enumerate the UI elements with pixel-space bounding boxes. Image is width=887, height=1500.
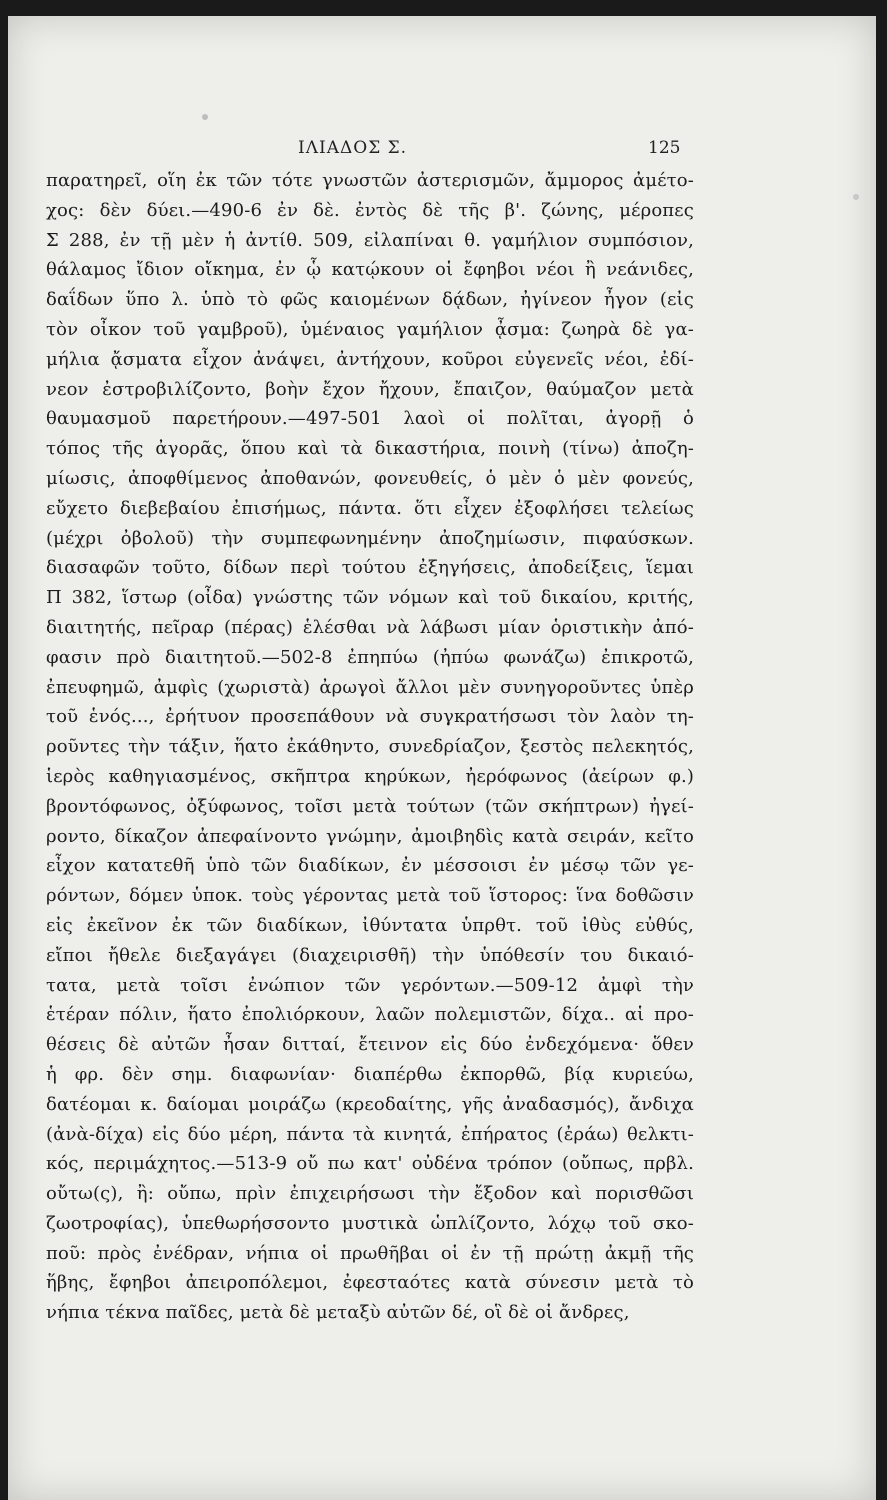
text-line: ἑτέραν πόλιν, ἥατο ἐπολιόρκουν, λαῶν πολεμιστῶν, δίχα.. αἱ προ- — [46, 1004, 694, 1026]
text-line: μήλια ᾄσματα εἶχον ἀνάψει, ἀντήχουν, κοῦροι εὐγενεῖς νέοι, ἐδί- — [46, 348, 694, 370]
text-line: δαΐδων ὕπο λ. ὑπὸ τὸ φῶς καιομένων δᾴδων, ἠγίνεον ἦγον (εἰς — [46, 289, 694, 311]
text-line: τόπος τῆς ἀγορᾶς, ὅπου καὶ τὰ δικαστήρια, ποινὴ (τίνω) ἀποζη- — [46, 438, 694, 460]
commentary-text — [46, 166, 694, 1328]
text-line: Σ 288, ἐν τῇ μὲν ἡ ἀντίθ. 509, εἰλαπίναι θ. γαμήλιον συμπόσιον, — [46, 229, 694, 251]
page-number: 125 — [648, 138, 681, 158]
text-line: φασιν πρὸ διαιτητοῦ.—502-8 ἐπηπύω (ἠπύω φωνάζω) ἐπικροτῶ, — [46, 646, 694, 668]
text-line: θαυμασμοῦ παρετήρουν.—497-501 λαοὶ οἱ πολῖται, ἀγορῇ ὁ — [46, 408, 694, 430]
text-line: θάλαμος ἴδιον οἴκημα, ἐν ᾧ κατῴκουν οἱ ἔφηβοι νέοι ἢ νεάνιδες, — [46, 259, 694, 281]
text-line: τὸν οἶκον τοῦ γαμβροῦ), ὑμέναιος γαμήλιον ᾆσμα: ζωηρὰ δὲ γα- — [46, 318, 694, 340]
text-line: ἐπευφημῶ, ἀμφὶς (χωριστὰ) ἀρωγοὶ ἄλλοι μὲν συνηγοροῦντες ὑπὲρ — [46, 676, 694, 698]
text-line: δατέομαι κ. δαίομαι μοιράζω (κρεοδαίτης, γῆς ἀναδασμός), ἄνδιχα — [46, 1093, 694, 1115]
text-line: ροῦντες τὴν τάξιν, ἥατο ἐκάθηντο, συνεδρίαζον, ξεστὸς πελεκητός, — [46, 736, 694, 758]
text-line: νήπια τέκνα παῖδες, μετὰ δὲ μεταξὺ αὐτῶν δέ, οἳ δὲ οἱ ἄνδρες, — [46, 1302, 630, 1324]
text-line: (ἀνὰ-δίχα) εἰς δύο μέρη, πάντα τὰ κινητά, ἐπήρατος (ἐράω) θελκτι- — [46, 1123, 694, 1145]
paper-speck — [202, 114, 208, 120]
text-line: (μέχρι ὀβολοῦ) τὴν συμπεφωνημένην ἀποζημίωσιν, πιφαύσκων. — [46, 527, 694, 549]
text-line: ρόντων, δόμεν ὑποκ. τοὺς γέροντας μετὰ τοῦ ἵστορος: ἵνα δοθῶσιν — [46, 885, 694, 907]
text-line: οὔτω(ς), ἢ: οὔπω, πρὶν ἐπιχειρήσωσι τὴν ἔξοδον καὶ πορισθῶσι — [46, 1183, 694, 1205]
text-line: θέσεις δὲ αὐτῶν ἦσαν διτταί, ἔτεινον εἰς δύο ἐνδεχόμενα· ὅθεν — [46, 1034, 694, 1056]
text-line: ἡ φρ. δὲν σημ. διαφωνίαν· διαπέρθω ἐκπορθῶ, βίᾳ κυριεύω, — [46, 1063, 694, 1085]
text-line: ἥβης, ἔφηβοι ἀπειροπόλεμοι, ἐφεσταότες κατὰ σύνεσιν μετὰ τὸ — [46, 1272, 694, 1294]
text-line: ζωοτροφίας), ὑπεθωρήσσοντο μυστικὰ ὡπλίζοντο, λόχῳ τοῦ σκο- — [46, 1212, 694, 1234]
text-line: χος: δὲν δύει.—490-6 ἐν δὲ. ἐντὸς δὲ τῆς β'. ζώνης, μέροπες — [46, 199, 694, 221]
text-line: εἰς ἐκεῖνον ἐκ τῶν διαδίκων, ἰθύντατα ὑπρθτ. τοῦ ἰθὺς εὐθύς, — [46, 914, 694, 936]
text-line: ποῦ: πρὸς ἐνέδραν, νήπια οἱ πρωθῆβαι οἱ ἐν τῇ πρώτῃ ἀκμῇ τῆς — [46, 1242, 694, 1264]
text-line: κός, περιμάχητος.—513-9 οὔ πω κατ' οὐδένα τρόπον (οὔπως, πρβλ. — [46, 1153, 694, 1175]
text-line: διαιτητής, πεῖραρ (πέρας) ἑλέσθαι νὰ λάβωσι μίαν ὁριστικὴν ἀπό- — [46, 616, 694, 638]
text-line: εὔχετο διεβεβαίου ἐπισήμως, πάντα. ὅτι εἶχεν ἐξοφλήσει τελείως — [46, 497, 694, 519]
text-line: τατα, μετὰ τοῖσι ἐνώπιον τῶν γερόντων.—509-12 ἀμφὶ τὴν — [46, 974, 694, 996]
text-line: τοῦ ἑνός..., ἐρήτυον προσεπάθουν νὰ συγκρατήσωσι τὸν λαὸν τη- — [46, 706, 694, 728]
text-line: ἱερὸς καθηγιασμένος, σκῆπτρα κηρύκων, ἠερόφωνος (ἀείρων φ.) — [46, 765, 694, 787]
text-line: βροντόφωνος, ὀξύφωνος, τοῖσι μετὰ τούτων (τῶν σκήπτρων) ἠγεί- — [46, 795, 694, 817]
book-page — [8, 16, 876, 1500]
text-line: διασαφῶν τοῦτο, δίδων περὶ τούτου ἐξηγήσεις, ἀποδείξεις, ἵεμαι — [46, 557, 694, 579]
text-line: νεον ἐστροβιλίζοντο, βοὴν ἔχον ἤχουν, ἔπαιζον, θαύμαζον μετὰ — [46, 378, 694, 400]
paper-speck — [853, 194, 859, 200]
text-line: παρατηρεῖ, οἵη ἐκ τῶν τότε γνωστῶν ἀστερισμῶν, ἄμμορος ἀμέτο- — [46, 170, 694, 191]
page-header — [8, 132, 876, 162]
text-line: ροντο, δίκαζον ἀπεφαίνοντο γνώμην, ἀμοιβηδὶς κατὰ σειράν, κεῖτο — [46, 825, 694, 847]
text-line: μίωσις, ἀποφθίμενος ἀποθανών, φονευθείς, ὁ μὲν ὁ μὲν φονεύς, — [46, 467, 694, 489]
text-line: εἶχον κατατεθῆ ὑπὸ τῶν διαδίκων, ἐν μέσσοισι ἐν μέσῳ τῶν γε- — [46, 855, 694, 877]
running-title: ΙΛΙΑΔΟΣ Σ. — [298, 138, 408, 158]
text-line: Π 382, ἵστωρ (οἶδα) γνώστης τῶν νόμων καὶ τοῦ δικαίου, κριτής, — [46, 587, 694, 609]
text-line: εἴποι ἤθελε διεξαγάγει (διαχειρισθῆ) τὴν ὑπόθεσίν του δικαιό- — [46, 944, 694, 966]
